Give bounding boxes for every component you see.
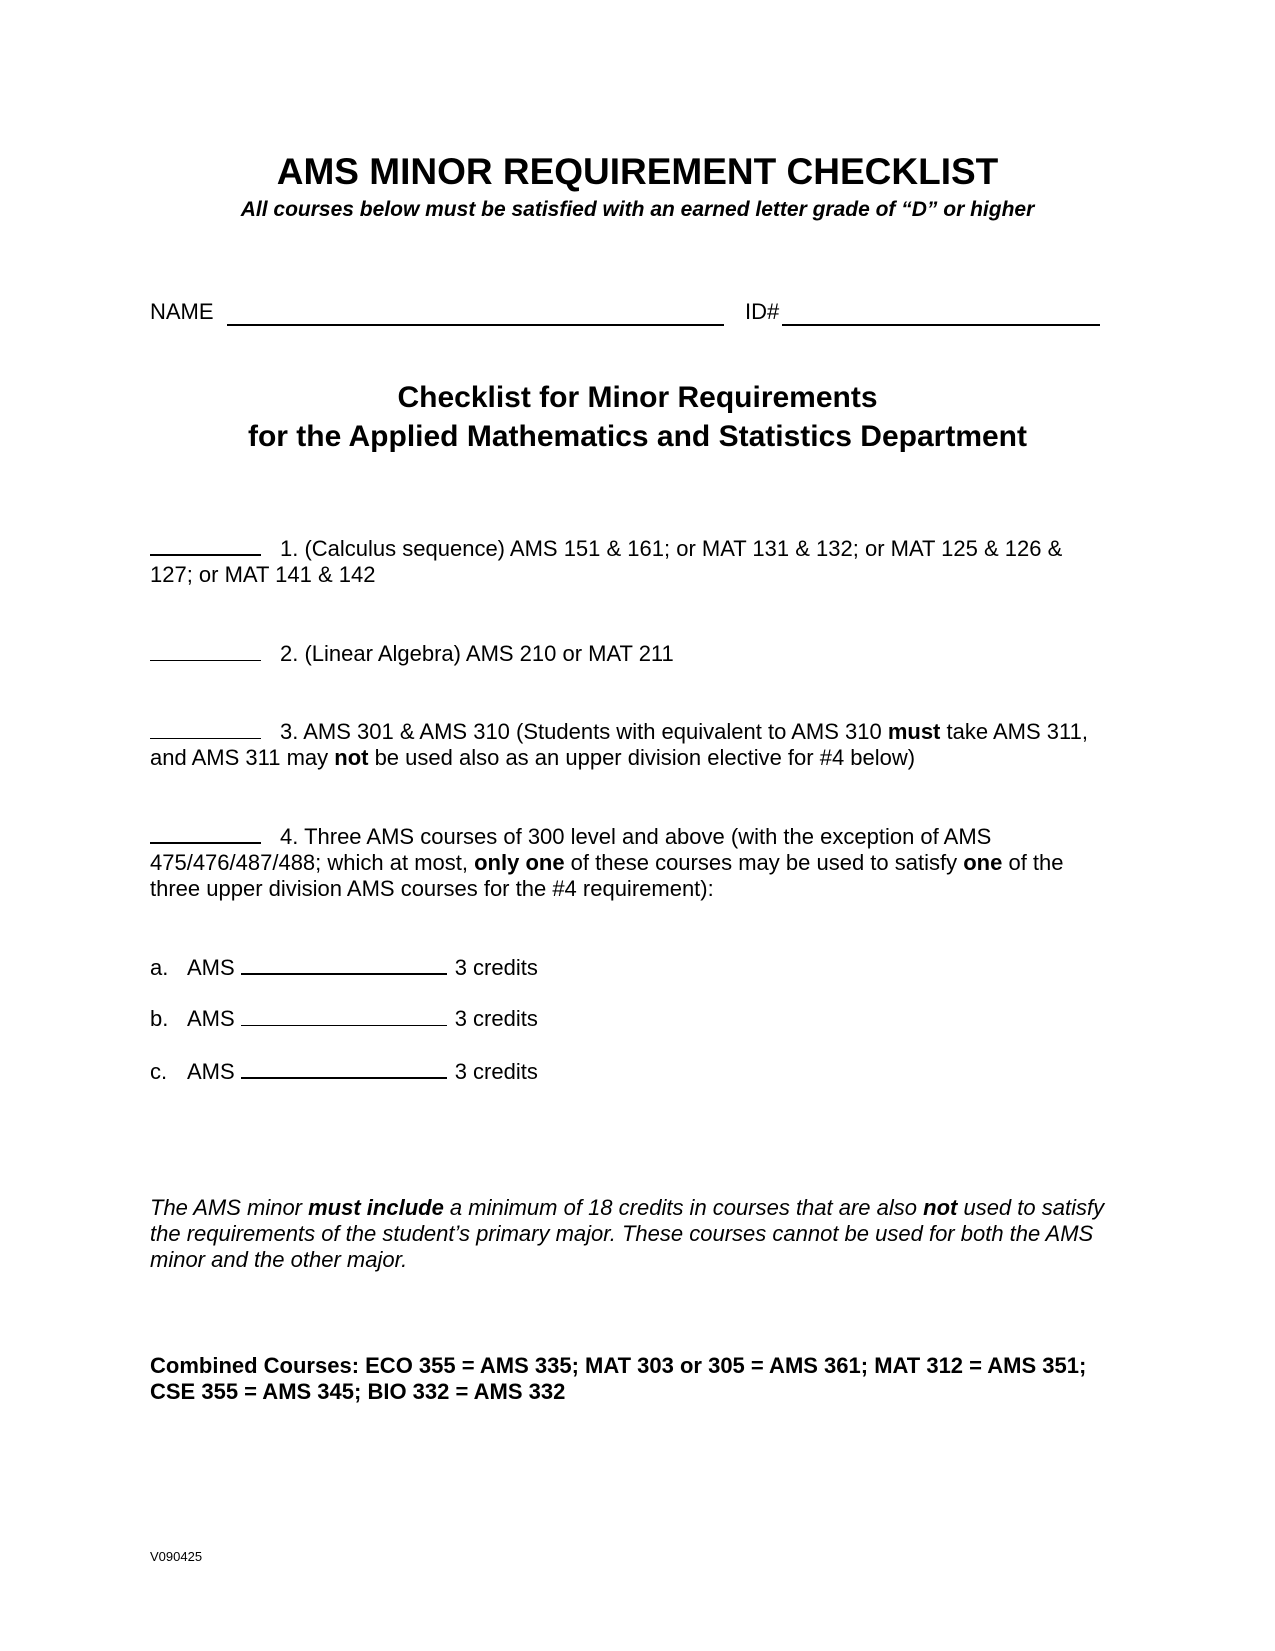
minor-credit-note [150,1195,1130,1273]
note-emphasis-not: not [923,1195,958,1220]
elective-letter: c. [150,1059,168,1084]
elective-credits: 3 credits [454,1006,538,1031]
requirement-4-emphasis-only-one: only one [474,850,565,875]
note-text-part1: The AMS minor [150,1195,309,1220]
requirement-3-emphasis-must: must [887,719,941,744]
requirement-3-text-part2: take AMS 311, and AMS 311 may [150,719,1088,770]
elective-row-a [150,953,538,981]
note-text-part3: used to satisfy the requirements of the student’s primary major. These courses cannot be used for both the AMS minor and the other major. [150,1195,1105,1272]
document-subtitle: All courses below must be satisfied with an earned letter grade of “D” or higher [240,198,1035,221]
requirement-4-text-part2: of these courses may be used to satisfy [564,850,964,875]
elective-letter: a. [150,955,169,980]
elective-prefix: AMS [187,955,235,980]
requirement-3-emphasis-not: not [334,745,369,770]
requirement-1 [150,534,1110,588]
requirement-3-text-part1: 3. AMS 301 & AMS 310 (Students with equivalent to AMS 310 [280,719,888,744]
combined-courses: Combined Courses: ECO 355 = AMS 335; MAT 303 or 305 = AMS 361; MAT 312 = AMS 351; CSE 355 = AMS 345; BIO 332 = AMS 332 [150,1353,1087,1404]
elective-row-c [150,1057,538,1085]
requirement-1-check-blank[interactable] [150,534,261,556]
elective-row-b [150,1005,538,1032]
id-label: ID# [745,299,780,324]
elective-prefix: AMS [187,1059,235,1084]
requirement-4-text-part1: 4. Three AMS courses of 300 level and above (with the exception of AMS 475/476/487/488; which at most, [150,824,992,875]
name-field[interactable] [227,324,724,326]
requirement-3-text-part3: be used also as an upper division elective for #4 below) [368,745,916,770]
requirement-3 [150,718,1110,771]
elective-credits: 3 credits [454,1059,538,1084]
section-heading-line2: for the Applied Mathematics and Statistics Department [247,420,1028,453]
id-field[interactable] [782,324,1100,326]
elective-course-field[interactable] [241,953,447,975]
requirement-3-check-blank[interactable] [150,718,261,739]
requirement-4-check-blank[interactable] [150,822,261,844]
requirement-2-check-blank[interactable] [150,640,261,661]
elective-letter: b. [150,1006,169,1031]
elective-course-field[interactable] [241,1005,447,1026]
requirement-4 [150,822,1110,902]
requirement-2 [150,640,1110,667]
requirement-2-text: 2. (Linear Algebra) AMS 210 or MAT 211 [280,641,674,666]
elective-course-field[interactable] [241,1057,447,1079]
requirement-4-text-part3: of the three upper division AMS courses for the #4 requirement): [150,850,1064,901]
section-heading-line1: Checklist for Minor Requirements [397,381,878,414]
note-emphasis-must-include: must include [308,1195,444,1220]
elective-credits: 3 credits [454,955,538,980]
name-label: NAME [150,299,214,324]
note-text-part2: a minimum of 18 credits in courses that are also [443,1195,924,1220]
requirement-4-emphasis-one: one [963,850,1003,875]
document-title: AMS MINOR REQUIREMENT CHECKLIST [276,151,999,192]
version-code: V090425 [150,1549,203,1564]
requirement-1-text: 1. (Calculus sequence) AMS 151 & 161; or MAT 131 & 132; or MAT 125 & 126 & 127; or MAT 141 & 142 [150,536,1063,587]
elective-prefix: AMS [187,1006,235,1031]
